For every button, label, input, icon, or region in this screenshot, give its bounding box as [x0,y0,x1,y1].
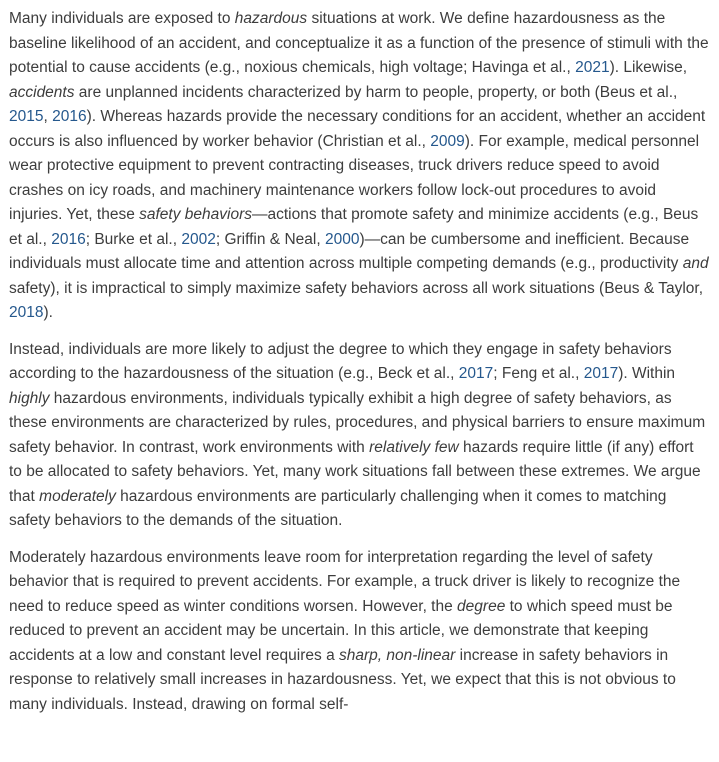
emphasis-text: sharp, non-linear [339,646,456,664]
citation-link[interactable]: 2016 [52,108,87,125]
citation-link[interactable]: 2017 [458,365,494,382]
emphasis-text: hazardous [234,10,308,27]
paragraph-hazardousness-definition: Many individuals are exposed to hazardous situations at work. We define hazardousness as the baseline likelihood of an accident, and conceptualize it as a function of the presence of stimuli with the potential to cause accidents (e.g., noxious chemicals, high voltage; Havinga et al., 2021). Likewise, accidents are unplanned incidents characterized by harm to people, property, or both (Beus et al., 2015, 2016). Whereas hazards provide the necessary conditions for an accident, whether an accident occurs is also influenced by worker behavior (Christian et al., 2009). For example, medical personnel wear protective equipment to prevent contracting diseases, truck drivers reduce speed to avoid crashes on icy roads, and machinery maintenance workers follow lock-out procedures to avoid injuries. Yet, these safety behaviors—actions that promote safety and minimize accidents (e.g., Beus et al., 2016; Burke et al., 2002; Griffin & Neal, 2000)—can be cumbersome and inefficient. Because individuals must allocate time and attention across multiple competing demands (e.g., productivity and safety), it is impractical to simply maximize safety behaviors across all work situations (Beus & Taylor, 2018). [9,10,709,321]
citation-link[interactable]: 2009 [430,132,465,150]
article-body [9,7,710,717]
citation-link[interactable]: 2000 [324,230,360,248]
paragraph-adjusting-safety-behaviors: Instead, individuals are more likely to adjust the degree to which they engage in safety behaviors according to the hazardousness of the situation (e.g., Beck et al., 2017; Feng et al., 2017). Within highly hazardous environments, individuals typically exhibit a high degree of safety behaviors, as these environments are characterized by rules, procedures, and physical barriers to ensure maximum safety behavior. In contrast, work environments with relatively few hazards require little (if any) effort to be allocated to safety behaviors. Yet, many work situations fall between these extremes. We argue that moderately hazardous environments are particularly challenging when it comes to matching safety behaviors to the demands of the situation. [9,340,706,529]
emphasis-text: degree [457,597,506,615]
emphasis-text: accidents [9,83,75,101]
emphasis-text: moderately [39,487,116,505]
citation-link[interactable]: 2002 [181,230,216,248]
emphasis-text: relatively few [369,438,459,456]
emphasis-text: safety behaviors [139,206,252,223]
citation-link[interactable]: 2016 [51,230,86,248]
citation-link[interactable]: 2017 [583,365,619,382]
citation-link[interactable]: 2021 [575,59,610,76]
paragraph-moderately-hazardous: Moderately hazardous environments leave room for interpretation regarding the level of safety behavior that is required to prevent accidents. For example, a truck driver is likely to recognize the need to reduce speed as winter conditions worsen. However, the degree to which speed must be reduced to prevent an accident may be uncertain. In this article, we demonstrate that keeping accidents at a low and constant level requires a sharp, non-linear increase in safety behaviors in response to relatively small increases in hazardousness. Yet, we expect that this is not obvious to many individuals. Instead, drawing on formal self- [9,548,681,713]
emphasis-text: and [682,255,709,272]
citation-link[interactable]: 2015 [9,108,44,125]
emphasis-text: highly [9,389,50,407]
citation-link[interactable]: 2018 [9,304,44,321]
